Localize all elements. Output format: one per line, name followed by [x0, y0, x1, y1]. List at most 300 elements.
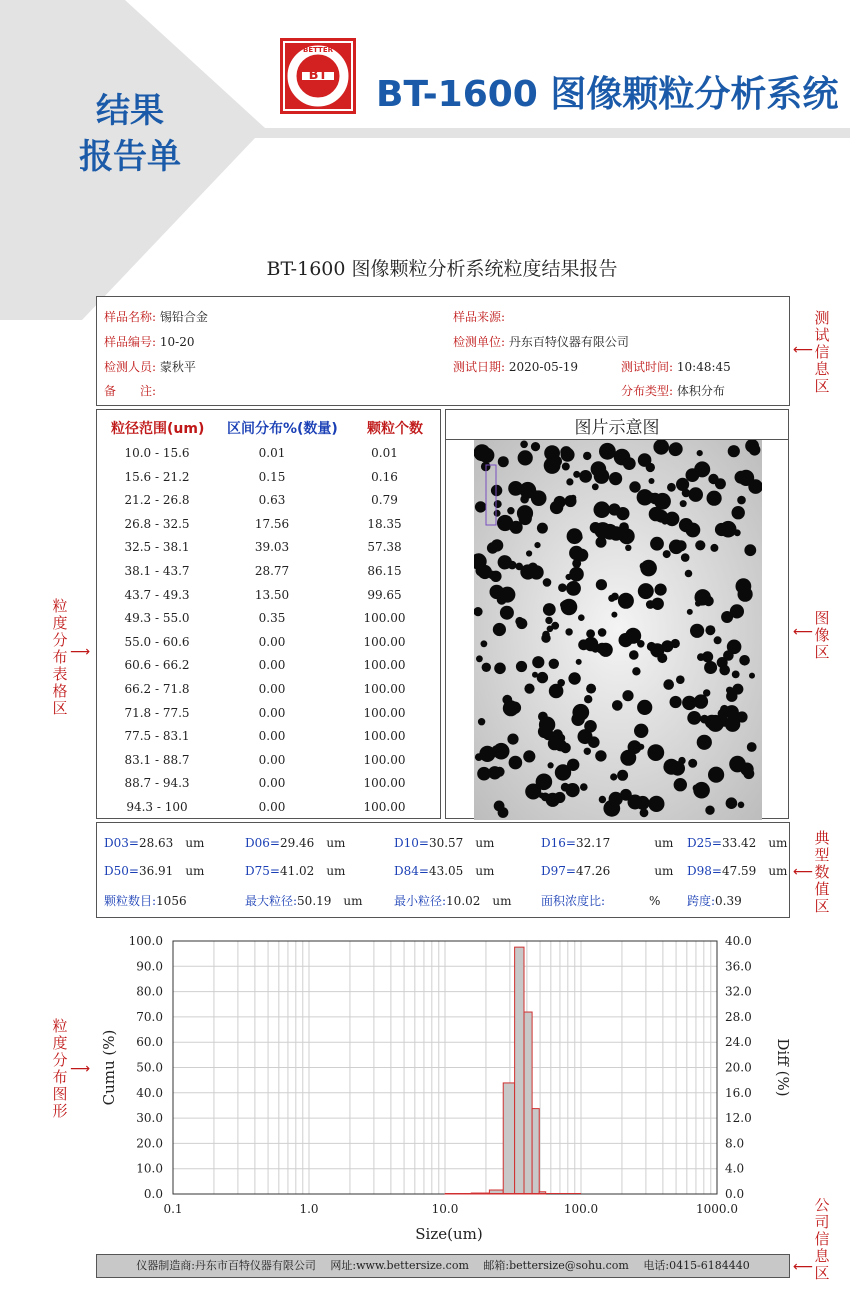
particle	[637, 640, 645, 648]
particle	[725, 717, 740, 732]
particle	[638, 744, 644, 750]
stat-value: 41.02	[279, 864, 315, 878]
particle	[549, 659, 559, 669]
particle	[640, 808, 649, 817]
particle	[576, 659, 582, 665]
test-unit-label: 检测单位:	[453, 335, 506, 349]
table-cell-size-range: 43.7 - 49.3	[124, 587, 190, 602]
table-cell-count: 100.00	[363, 611, 406, 626]
particle	[599, 796, 606, 803]
particle	[662, 518, 669, 525]
stat-unit: um	[475, 864, 495, 878]
table-cell-interval: 0.00	[258, 682, 286, 696]
test-info-panel	[96, 296, 790, 406]
tester-row	[104, 358, 196, 375]
stat-value: 10.02	[446, 894, 481, 908]
particle	[675, 540, 686, 551]
table-cell-count: 100.00	[363, 752, 406, 767]
stat-key: D25=	[687, 836, 722, 850]
particle	[554, 792, 565, 803]
particle	[647, 642, 656, 651]
particle	[616, 507, 629, 520]
report-label-line2: 报告单	[79, 137, 181, 177]
table-cell-size-range: 88.7 - 94.3	[124, 776, 190, 791]
stat-unit: um	[343, 894, 363, 908]
y-right-tick-label: 16.0	[725, 1085, 752, 1100]
y-left-tick-label: 50.0	[136, 1060, 163, 1075]
particle	[578, 614, 585, 621]
particle	[481, 640, 488, 647]
particle	[705, 625, 715, 635]
table-cell-interval: 13.50	[254, 587, 290, 602]
particle	[524, 684, 534, 694]
particle	[578, 729, 593, 744]
particle	[738, 470, 754, 486]
logo-ring-text: BETTER	[303, 46, 333, 54]
particle	[663, 679, 674, 690]
particle	[580, 783, 588, 791]
table-cell-size-range: 15.6 - 21.2	[124, 469, 190, 484]
particle	[740, 763, 753, 776]
particle	[579, 470, 592, 483]
stat-value: 33.42	[721, 836, 757, 850]
test-time-label: 测试时间:	[621, 360, 674, 374]
particle	[687, 711, 701, 725]
particle	[523, 750, 535, 762]
particle	[629, 481, 640, 492]
table-cell-size-range: 26.8 - 32.5	[124, 516, 190, 531]
particle	[623, 457, 636, 470]
particle	[492, 746, 499, 753]
particle	[629, 650, 639, 660]
arrow-right-icon: ⟶	[70, 644, 91, 660]
histogram-bar	[515, 947, 524, 1194]
y-right-tick-label: 24.0	[725, 1035, 752, 1050]
stat-unit: um	[654, 864, 674, 878]
particle	[561, 783, 570, 792]
stat-key: D16=	[541, 836, 576, 850]
particle	[520, 441, 528, 449]
particle	[697, 735, 712, 750]
particle	[694, 461, 710, 477]
stat-key: 最大粒径:	[245, 894, 298, 908]
test-unit-value: 丹东百特仪器有限公司	[508, 335, 629, 349]
report-label-line1: 结果	[96, 91, 164, 131]
particle	[688, 759, 697, 768]
particle	[515, 563, 523, 571]
particle	[749, 673, 755, 679]
particle	[507, 507, 514, 514]
particle	[482, 663, 491, 672]
table-cell-interval: 39.03	[254, 540, 290, 555]
table-cell-interval: 0.63	[258, 493, 286, 508]
particle	[695, 540, 705, 550]
particle	[566, 478, 573, 485]
particle	[519, 485, 526, 492]
y-left-tick-label: 20.0	[136, 1136, 163, 1151]
arrow-left-icon: ⟵	[793, 342, 814, 358]
tester-label: 检测人员:	[104, 360, 157, 374]
table-cell-count: 0.01	[371, 446, 398, 460]
particle	[619, 522, 629, 532]
report-label	[40, 88, 220, 180]
particle	[645, 492, 651, 498]
particle	[628, 795, 643, 810]
stat-item	[104, 864, 204, 878]
particle	[583, 452, 591, 460]
particle	[707, 491, 722, 506]
y-right-tick-label: 0.0	[725, 1187, 745, 1201]
particle	[584, 748, 591, 755]
table-cell-count: 99.65	[367, 587, 402, 602]
particle	[708, 767, 724, 783]
table-cell-size-range: 49.3 - 55.0	[124, 611, 190, 626]
particle	[570, 495, 576, 501]
table-cell-size-range: 71.8 - 77.5	[124, 705, 190, 720]
company-footer: 仪器制造商:丹东市百特仪器有限公司 网址:www.bettersize.com 邮箱:bettersize@sohu.com 电话:0415-6184440	[96, 1254, 790, 1278]
table-header-interval: 区间分布%(数量)	[227, 421, 338, 437]
particle	[517, 505, 533, 521]
particle	[543, 603, 556, 616]
table-cell-count: 100.00	[363, 634, 406, 649]
particle	[649, 507, 663, 521]
y-right-axis-label: Diff (%)	[774, 1038, 792, 1097]
particle	[661, 640, 673, 652]
stat-item	[541, 864, 673, 878]
particle	[573, 471, 580, 478]
stat-unit: um	[185, 836, 205, 850]
particle	[625, 545, 631, 551]
stat-key: D75=	[245, 864, 280, 878]
particle	[586, 684, 596, 694]
particle	[590, 522, 601, 533]
stat-key: D10=	[394, 836, 429, 850]
particle	[670, 761, 685, 776]
particle	[548, 762, 554, 768]
table-cell-count: 100.00	[363, 800, 406, 814]
particle	[638, 453, 652, 467]
table-cell-size-range: 10.0 - 15.6	[124, 446, 190, 460]
particle	[529, 787, 541, 799]
image-panel	[445, 409, 789, 819]
stat-unit: um	[768, 836, 788, 850]
particle	[618, 593, 634, 609]
histogram-bar	[532, 1109, 539, 1194]
y-left-tick-label: 30.0	[136, 1111, 163, 1126]
particle	[562, 463, 570, 471]
particle	[720, 705, 729, 714]
stat-key: D97=	[541, 864, 576, 878]
particle	[676, 478, 689, 491]
particle	[663, 550, 671, 558]
y-right-tick-label: 32.0	[725, 984, 752, 999]
table-cell-interval: 0.00	[258, 776, 286, 791]
stat-item	[687, 864, 787, 878]
side-label-test-info: 测试信息区	[814, 309, 830, 395]
stat-unit: um	[492, 894, 512, 908]
stat-item	[104, 836, 204, 850]
stat-item	[687, 836, 787, 850]
stat-key: D98=	[687, 864, 722, 878]
particle	[617, 770, 628, 781]
arrow-left-icon: ⟵	[793, 624, 814, 640]
table-cell-count: 86.15	[367, 564, 402, 578]
stat-value: 47.26	[575, 864, 611, 878]
particle	[586, 629, 595, 638]
y-right-tick-label: 4.0	[725, 1161, 745, 1176]
particle	[598, 628, 607, 637]
particle	[690, 624, 704, 638]
particle	[610, 773, 617, 780]
table-cell-count: 100.00	[363, 658, 406, 673]
sample-source-label: 样品来源:	[453, 310, 506, 324]
dist-type-label: 分布类型:	[621, 384, 674, 398]
particle	[647, 744, 664, 761]
table-cell-interval: 0.00	[258, 634, 286, 649]
particle	[569, 567, 584, 582]
particle	[648, 796, 664, 812]
particle	[591, 461, 607, 477]
stat-key: 跨度:	[687, 894, 716, 908]
particle	[538, 725, 551, 738]
y-left-tick-label: 80.0	[136, 984, 163, 999]
particle	[558, 583, 567, 592]
stat-unit: um	[768, 864, 788, 878]
stat-value: 28.63	[138, 836, 174, 850]
table-cell-interval: 0.01	[258, 446, 286, 460]
particle	[477, 767, 491, 781]
stat-item	[245, 864, 345, 878]
particle	[561, 448, 575, 462]
particle	[596, 579, 607, 590]
particle	[732, 506, 745, 519]
particle	[599, 443, 616, 460]
table-cell-size-range: 77.5 - 83.1	[124, 729, 190, 744]
table-cell-interval: 28.77	[254, 564, 290, 578]
stat-unit: um	[326, 864, 346, 878]
particle	[594, 501, 611, 518]
particle	[494, 801, 505, 812]
remark-row	[104, 382, 156, 399]
particle	[738, 802, 745, 809]
particle	[592, 483, 599, 490]
table-cell-count: 0.16	[371, 469, 398, 484]
stat-key: 最小粒径:	[394, 894, 447, 908]
stat-value: 29.46	[279, 836, 315, 850]
table-cell-size-range: 66.2 - 71.8	[124, 682, 190, 696]
stat-unit: um	[326, 836, 346, 850]
table-cell-interval: 0.00	[258, 705, 286, 720]
particle	[632, 667, 640, 675]
particle-image	[474, 440, 762, 820]
particle	[670, 696, 682, 708]
stat-value: 32.17	[575, 836, 611, 850]
x-tick-label: 1.0	[299, 1202, 319, 1216]
arrow-left-icon: ⟵	[793, 1259, 814, 1275]
table-cell-size-range: 32.5 - 38.1	[124, 540, 190, 555]
particle	[584, 695, 592, 703]
particle	[551, 622, 559, 630]
particle	[697, 450, 703, 456]
particle	[652, 598, 664, 610]
particle	[708, 474, 718, 484]
stat-item	[394, 892, 512, 909]
y-left-tick-label: 0.0	[143, 1187, 163, 1201]
particle	[739, 655, 750, 666]
table-cell-count: 100.00	[363, 776, 406, 791]
particle	[749, 444, 761, 456]
particle	[491, 485, 502, 496]
particle	[681, 553, 690, 562]
side-label-company-info: 公司信息区	[814, 1196, 830, 1282]
arrow-left-icon: ⟵	[793, 864, 814, 880]
particle	[657, 653, 667, 663]
dist-type-value: 体积分布	[676, 384, 725, 398]
stat-unit: um	[654, 836, 674, 850]
particle	[561, 600, 568, 607]
particle	[649, 478, 655, 484]
table-cell-interval: 0.15	[258, 469, 286, 484]
particle	[568, 672, 580, 684]
particle	[507, 734, 518, 745]
sample-no-label: 样品编号:	[104, 335, 157, 349]
table-cell-interval: 0.00	[258, 658, 286, 673]
particle	[476, 655, 483, 662]
particle	[567, 759, 579, 771]
particle	[537, 672, 548, 683]
particle	[575, 533, 583, 541]
typical-values-panel	[96, 822, 790, 918]
side-label-image-area: 图像区	[814, 609, 830, 661]
particle	[584, 637, 598, 651]
particle	[620, 750, 636, 766]
particle	[732, 765, 739, 772]
particle	[543, 578, 552, 587]
logo-text-holder	[280, 38, 356, 114]
y-left-tick-label: 100.0	[128, 934, 163, 948]
table-cell-interval: 0.35	[258, 611, 286, 626]
particle	[476, 565, 488, 577]
particle	[685, 570, 693, 578]
table-cell-count: 18.35	[367, 516, 402, 531]
particle	[726, 797, 738, 809]
particle	[714, 636, 722, 644]
stat-key: D03=	[104, 836, 139, 850]
particle	[518, 450, 533, 465]
y-right-tick-label: 28.0	[725, 1009, 752, 1024]
particle	[494, 510, 501, 517]
particle	[557, 679, 565, 687]
table-cell-size-range: 94.3 - 100	[126, 800, 188, 814]
particle	[609, 472, 622, 485]
particle	[638, 583, 654, 599]
stat-value: 30.57	[428, 836, 464, 850]
particle	[548, 737, 561, 750]
particle	[478, 718, 485, 725]
logo-text: BT	[308, 68, 328, 83]
table-cell-size-range: 55.0 - 60.6	[124, 634, 190, 649]
y-right-tick-label: 40.0	[725, 934, 752, 948]
particle	[640, 563, 647, 570]
particle	[667, 483, 676, 492]
report-title: BT-1600 图像颗粒分析系统粒度结果报告	[266, 258, 618, 280]
particle	[634, 724, 648, 738]
particle	[516, 661, 527, 672]
side-label-typical-values: 典型数值区	[814, 829, 830, 915]
particle	[498, 555, 512, 569]
particle	[721, 611, 733, 623]
table-cell-count: 0.79	[371, 493, 398, 508]
table-cell-interval: 0.00	[258, 800, 286, 814]
particle	[566, 581, 581, 596]
particle	[669, 443, 682, 456]
particle	[611, 612, 617, 618]
stat-unit: um	[185, 864, 205, 878]
y-left-axis-label: Cumu (%)	[100, 1029, 118, 1106]
particle	[497, 595, 507, 605]
particle	[738, 587, 753, 602]
stat-item	[394, 836, 494, 850]
particle	[650, 537, 664, 551]
particle	[493, 623, 506, 636]
particle	[566, 574, 572, 580]
particle	[700, 715, 709, 724]
stat-item	[541, 836, 673, 850]
table-cell-size-range: 60.6 - 66.2	[124, 658, 190, 673]
particle	[674, 778, 687, 791]
sample-name-row	[104, 308, 208, 325]
particle	[569, 546, 583, 560]
particle	[500, 606, 514, 620]
particle	[479, 448, 494, 463]
y-right-tick-label: 8.0	[725, 1136, 745, 1151]
particle	[702, 651, 713, 662]
stat-key: 面积浓度比:	[541, 894, 606, 908]
particle	[744, 544, 756, 556]
table-cell-size-range: 83.1 - 88.7	[124, 752, 190, 767]
particle	[537, 523, 548, 534]
stat-value: 0.39	[715, 894, 742, 908]
test-time-row	[621, 358, 731, 375]
x-tick-label: 100.0	[563, 1202, 599, 1216]
y-left-tick-label: 60.0	[136, 1035, 163, 1050]
particle	[680, 500, 687, 507]
particle	[515, 617, 524, 626]
particle	[596, 537, 607, 548]
particle	[732, 671, 740, 679]
table-header-size-range: 粒径范围(um)	[111, 421, 205, 437]
x-tick-label: 0.1	[163, 1202, 183, 1216]
stat-item	[394, 864, 494, 878]
y-right-tick-label: 12.0	[725, 1111, 752, 1126]
particle	[637, 700, 652, 715]
stat-item	[687, 892, 754, 909]
stat-value: 36.91	[138, 864, 174, 878]
side-label-graph-area: 粒度分布图形	[52, 1017, 68, 1120]
particle	[682, 696, 696, 710]
particle	[498, 456, 509, 467]
y-left-tick-label: 70.0	[136, 1009, 163, 1024]
particle	[503, 700, 519, 716]
y-left-tick-label: 10.0	[136, 1161, 163, 1176]
particle	[728, 445, 740, 457]
particle	[532, 672, 538, 678]
test-date-value: 2020-05-19	[508, 360, 579, 374]
remark-label: 备 注:	[104, 384, 157, 398]
particle	[542, 631, 550, 639]
stat-key: D06=	[245, 836, 280, 850]
side-label-table-area: 粒度分布表格区	[52, 597, 68, 717]
